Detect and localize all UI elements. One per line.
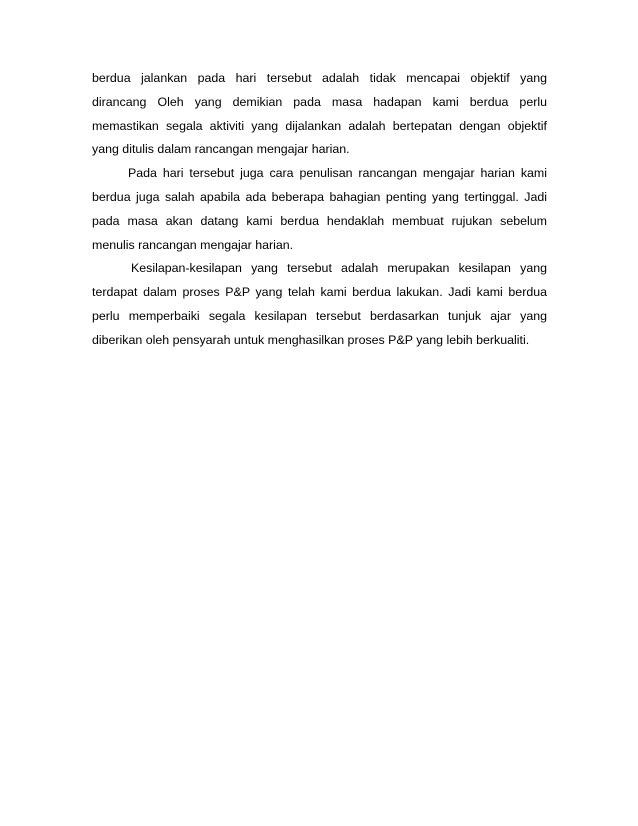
paragraph-line: dirancang Oleh yang demikian pada masa hadapan kami berdua perlu [92, 94, 547, 109]
paragraph-line: diberikan oleh pensyarah untuk menghasilkan proses P&P yang lebih berkualiti. [92, 332, 530, 347]
paragraph-3 [92, 257, 547, 352]
paragraph-line: berdua jalankan pada hari tersebut adalah tidak mencapai objektif yang [92, 71, 547, 85]
paragraph-line: menulis rancangan mengajar harian. [92, 237, 294, 252]
paragraph-line: terdapat dalam proses P&P yang telah kami berdua lakukan. Jadi kami berdua [92, 285, 547, 300]
paragraph-line: perlu memperbaiki segala kesilapan tersebut berdasarkan tunjuk ajar yang [92, 308, 547, 323]
paragraph-line: memastikan segala aktiviti yang dijalankan adalah bertepatan dengan objektif [92, 118, 547, 133]
paragraph-line: Pada hari tersebut juga cara penulisan rancangan mengajar harian kami [128, 166, 547, 181]
paragraph-line: Kesilapan-kesilapan yang tersebut adalah merupakan kesilapan yang [131, 261, 547, 276]
paragraph-line: yang ditulis dalam rancangan mengajar harian. [92, 142, 350, 157]
paragraph-2 [92, 162, 547, 257]
paragraph-1 [92, 67, 547, 162]
body-text [92, 67, 547, 353]
paragraph-line: berdua juga salah apabila ada beberapa bahagian penting yang tertinggal. Jadi [92, 189, 547, 204]
paragraph-line: pada masa akan datang kami berdua hendaklah membuat rujukan sebelum [92, 213, 547, 228]
